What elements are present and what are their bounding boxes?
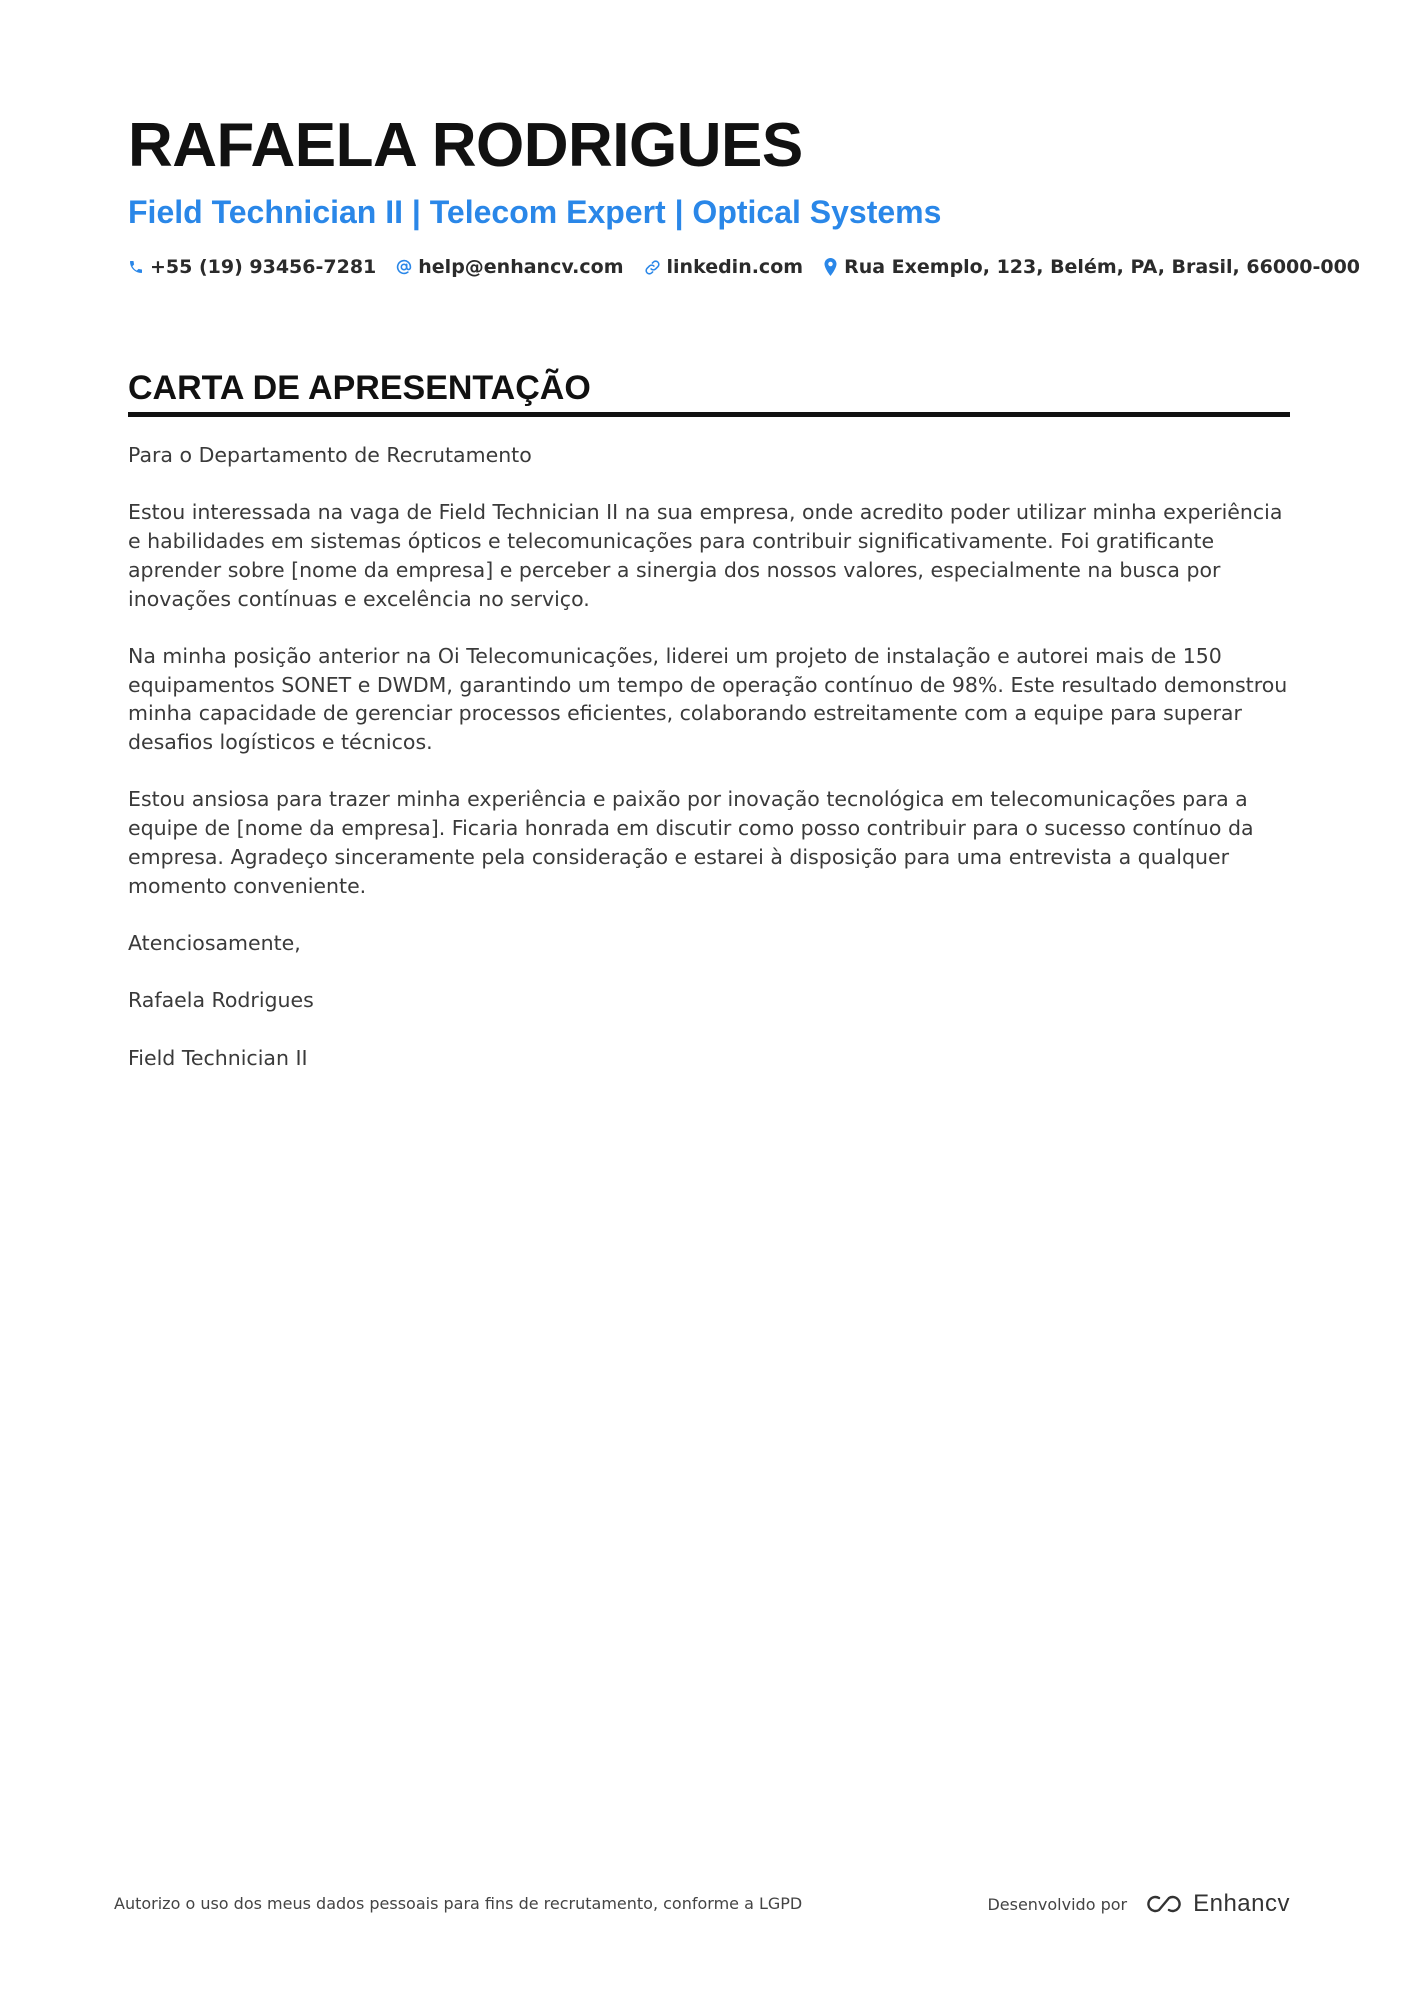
consent-note: Autorizo o uso dos meus dados pessoais para fins de recrutamento, conforme a LGPD [114,1894,803,1913]
section-divider [128,412,1290,417]
letter-paragraph-3: Estou ansiosa para trazer minha experiência e paixão por inovação tecnológica em telecomunicações para a equipe de [nome da empresa]. Ficaria honrada em discutir como posso contribuir para o sucesso contínuo da empresa. Agradeço sinceramente pela consideração e estarei à disposição para uma entrevista a qualquer momento conveniente. [128,787,1254,898]
powered-by-label: Desenvolvido por [987,1894,1128,1914]
contact-email[interactable] [396,256,623,278]
signature-title: Field Technician II [128,1045,308,1070]
link-icon [644,259,661,276]
signature-name: Rafaela Rodrigues [128,988,314,1013]
linkedin-text: linkedin.com [666,256,804,278]
contact-linkedin[interactable] [644,256,804,278]
letter-paragraph-2: Na minha posição anterior na Oi Telecomunicações, liderei um projeto de instalação e autorei mais de 150 equipamentos SONET e DWDM, garantindo um tempo de operação contínuo de 98%. Este resultado demonstrou minha capacidade de gerenciar processos eficientes, colaborando estreitamente com a equipe para superar desafios logísticos e técnicos. [128,643,1288,754]
letter-paragraph-1: Estou interessada na vaga de Field Technician II na sua empresa, onde acredito poder utilizar minha experiência e habilidades em sistemas ópticos e telecomunicações para contribuir significativamente. Foi gratificante aprender sobre [nome da empresa] e perceber a sinergia dos nossos valores, especialmente na busca por inovações contínuas e excelência no serviço. [128,500,1283,611]
email-text: help@enhancv.com [418,256,624,278]
contact-phone [128,256,376,278]
letter-body [128,441,1290,1072]
letter-closing: Atenciosamente, [128,930,301,955]
phone-text: +55 (19) 93456-7281 [150,256,377,278]
header [128,108,1361,278]
contact-bar [128,256,1361,278]
location-pin-icon [823,258,838,276]
section-title: CARTA DE APRESENTAÇÃO [128,369,591,407]
address-text: Rua Exemplo, 123, Belém, PA, Brasil, 66000-000 [844,256,1361,278]
phone-icon [128,259,144,275]
powered-by[interactable] [987,1890,1290,1918]
candidate-name: RAFAELA RODRIGUES [128,111,803,180]
enhancv-logo-icon [1139,1891,1187,1917]
cover-letter-section [128,366,1290,1101]
at-icon [396,259,412,275]
candidate-title: Field Technician II | Telecom Expert | Optical Systems [128,194,942,230]
letter-greeting: Para o Departamento de Recrutamento [128,443,532,467]
contact-address [823,256,1360,278]
brand-name: Enhancv [1193,1890,1290,1917]
